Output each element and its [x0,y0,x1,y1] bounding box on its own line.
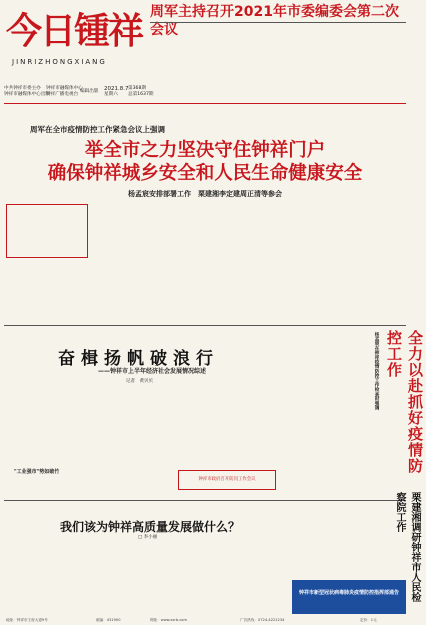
feature-column-2 [94,386,176,466]
lead-body-column-2 [94,204,194,314]
lead-body-column-1 [6,258,88,318]
edition-info: 编辑出版 [80,89,99,94]
feature-column-3 [180,330,272,466]
side-story-1-kicker: 杨孟宸在钟祥疫情防控工作检查时强调 [374,332,379,411]
lead-story-kicker: 周军在全市疫情防控工作紧急会议上强调 [30,125,165,134]
masthead-pinyin: JINRIZHONGXIANG [12,58,107,66]
feature-subhead: ——钟祥市上半年经济社会发展情况综述 [98,368,207,375]
media-center-line: 钟祥市融媒体中心 [46,86,83,91]
issue-number: 第368期 [128,86,146,91]
publisher-line: 中共钟祥市委主办 [4,86,41,91]
lead-body-column-3 [198,204,298,314]
feature-headline: 奋楫扬帆破浪行 [58,349,219,369]
feature-section-label: "工业强市"势如破竹 [14,469,60,475]
footer-address: 地址：钟祥市王府大道9号 [6,618,48,622]
page-footer [0,617,410,625]
masthead-rule [4,103,406,104]
lead-body-column-4 [304,204,406,314]
media-center-line-2: 钟祥广播电视台 [46,92,79,97]
total-issue-number: 总第1637期 [128,92,154,97]
footer-postcode: 邮编：431900 [96,618,121,622]
lead-story-subhead: 杨孟宸安排部署工作 栗建湘李定建周正清等参会 [128,190,282,198]
masthead-logo: 今日锺祥 [6,10,143,52]
feature-column-1 [6,386,90,466]
caption-box [178,470,276,490]
commentary-byline: □ 李小丽 [138,535,158,540]
promo-bar[interactable] [292,580,406,614]
feature-column-4 [276,330,346,466]
publisher-line-2: 钟祥市融媒体中心出版 [4,92,50,97]
footer-price: 定价：1元 [360,618,377,622]
commentary-headline: 我们该为钟祥高质量发展做什么？ [60,520,241,534]
top-story-column-2 [230,25,316,125]
commentary-column-2 [100,542,192,614]
footer-website: 网址：www.zxrb.com [150,618,188,622]
footer-phone: 广告热线：0724-4221234 [240,618,285,622]
lead-summary-box [6,204,88,258]
side-story-2-headline: 栗建湘调研钟祥市人民检察院工作 [394,492,420,602]
section-divider [4,325,406,326]
media-center-info-2 [46,92,78,98]
lead-story-headline-2: 确保钟祥城乡安全和人民生命健康安全 [47,163,363,184]
top-story-headline: 周军主持召开2021年市委编委会第二次会议 [150,4,399,38]
feature-byline: 记者 黄贝贝 [126,379,153,384]
lead-story-headline-1: 举全市之力坚决守住钟祥门户 [84,140,326,161]
commentary-column-3 [196,542,288,614]
issue-weekday: 星期六 [104,92,118,97]
top-story-column-1 [150,25,226,125]
side-story-2-body [292,494,388,580]
commentary-column-1 [6,542,96,614]
promo-bar-text: 钟祥市新型冠状病毒肺炎疫情防控指挥部通告 [298,590,399,596]
side-story-1-body [348,330,372,490]
publisher-info-2 [4,92,50,98]
top-story-column-3 [320,25,406,125]
caption-text: 钟祥市政府召开防汛工作会议 [198,477,256,482]
issue-date: 2021.8.7 [104,86,129,92]
side-story-1-headline: 全力以赴抓好疫情防控工作 [385,330,424,474]
top-story-rule [150,22,406,23]
